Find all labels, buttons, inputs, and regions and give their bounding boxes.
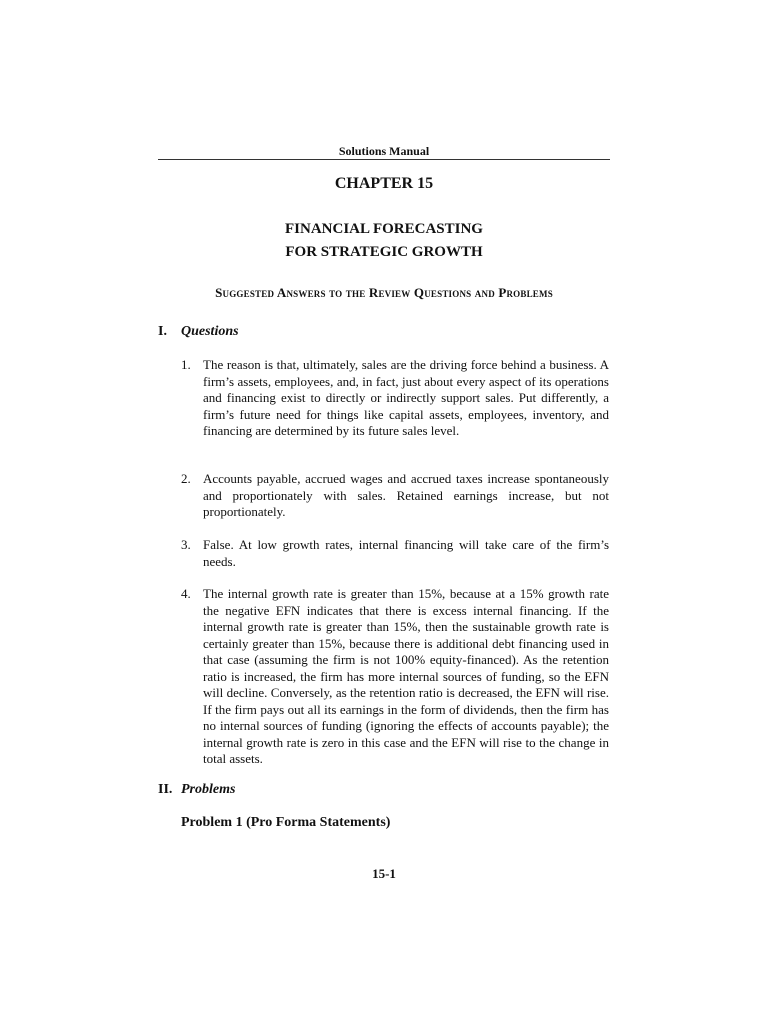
question-text: The internal growth rate is greater than 15%, because at a 15% growth rate the negative EFN indicates that there is excess internal financing. If the internal growth rate is greater than 15%, then the sustainable growth rate is certainly greater than 15%, because there is additional debt financing used in that case (assuming the firm is not 100% equity-financed). As the retention ratio is increased, the firm has more internal sources of funding, so the EFN will decline. Conversely, as the retention ratio is decreased, the EFN will rise. If the firm pays out all its earnings in the form of dividends, then the firm has no internal sources of funding (ignoring the effects of accounts payable); the internal growth rate is zero in this case and the EFN will rise to the change in total assets. xyxy=(203,586,609,766)
question-number: 3. xyxy=(181,537,191,552)
question-item xyxy=(181,357,609,440)
question-text: Accounts payable, accrued wages and accrued taxes increase spontaneously and proportionately with sales. Retained earnings increase, but not proportionately. xyxy=(203,471,609,519)
problem-heading: Problem 1 (Pro Forma Statements) xyxy=(181,815,391,830)
section-title: Problems xyxy=(181,782,236,797)
running-header: Solutions Manual xyxy=(338,144,430,158)
question-text: The reason is that, ultimately, sales are the driving force behind a business. A firm’s assets, employees, and, in fact, just about every aspect of its operations and financing exist to directly or indirectly support sales. Put differently, a firm’s future need for things like capital assets, employees, inventory, and financing are determined by its future sales level. xyxy=(203,357,609,438)
chapter-label: CHAPTER 15 xyxy=(334,175,434,192)
section-heading-problems xyxy=(158,782,235,798)
chapter-title-line1: FINANCIAL FORECASTING xyxy=(285,221,483,237)
header-rule xyxy=(158,159,610,160)
section-heading-questions xyxy=(158,324,239,340)
page-number: 15-1 xyxy=(372,866,396,881)
section-title: Questions xyxy=(181,324,239,339)
chapter-title-line2: FOR STRATEGIC GROWTH xyxy=(285,244,483,260)
question-item xyxy=(181,586,609,768)
question-text: False. At low growth rates, internal financing will take care of the firm’s needs. xyxy=(203,537,609,569)
question-item xyxy=(181,537,609,570)
question-number: 1. xyxy=(181,357,191,372)
question-item xyxy=(181,471,609,521)
question-number: 2. xyxy=(181,471,191,486)
section-number: II. xyxy=(158,782,173,797)
section-number: I. xyxy=(158,324,167,339)
chapter-subtitle: Suggested Answers to the Review Questions and Problems xyxy=(215,285,553,300)
question-number: 4. xyxy=(181,586,191,601)
